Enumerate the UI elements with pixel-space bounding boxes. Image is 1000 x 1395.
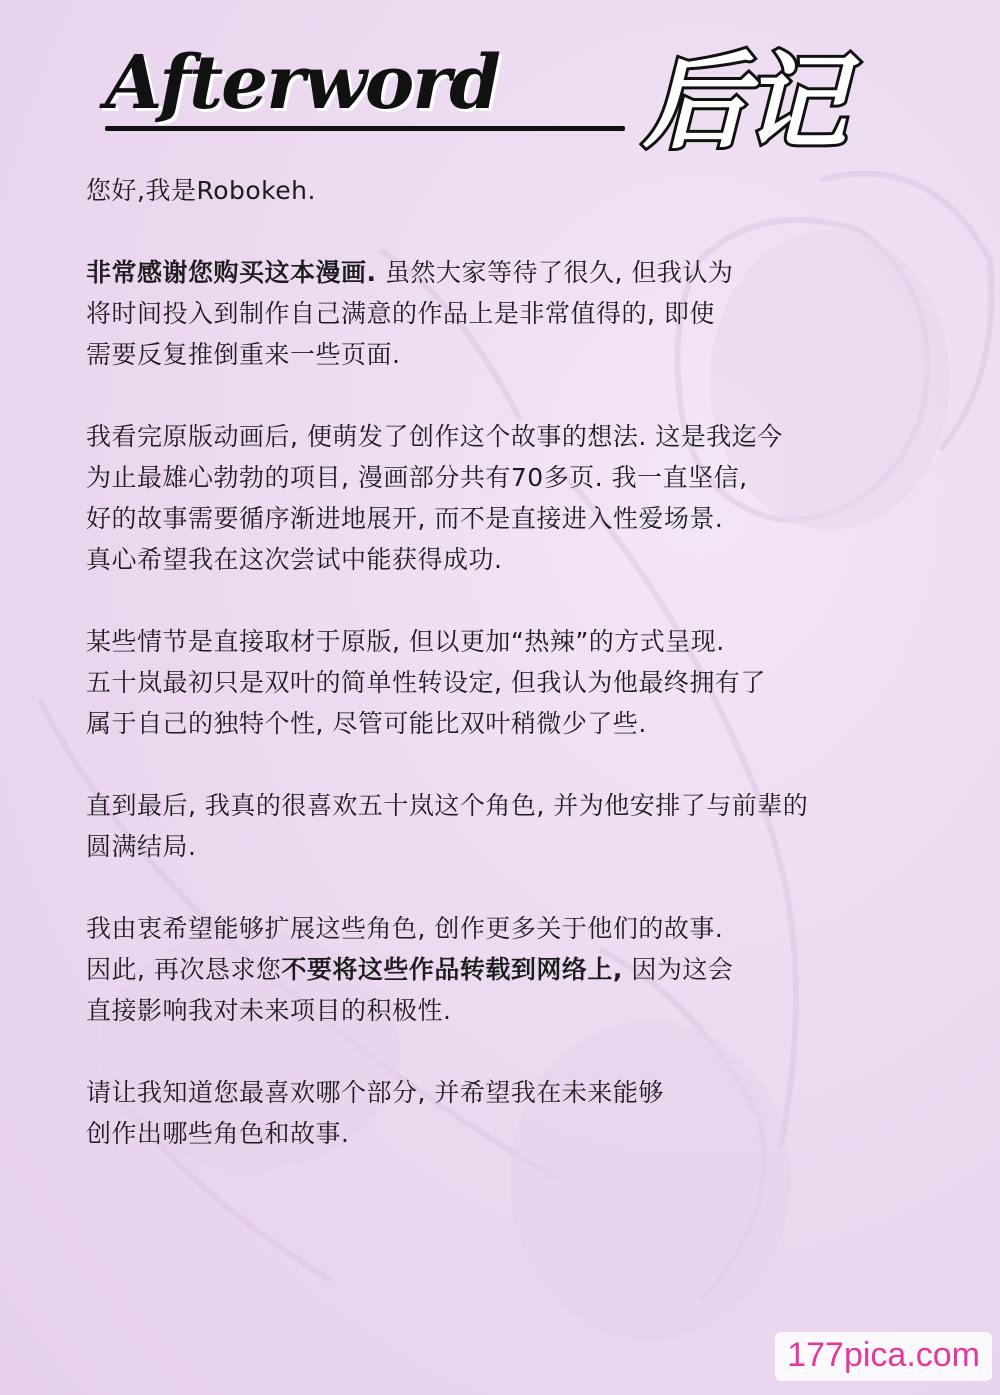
request-bold-text: 不要将这些作品转载到网络上, xyxy=(281,955,623,984)
title-english: Afterword xyxy=(105,40,499,126)
thanks-paragraph xyxy=(86,252,946,375)
character-paragraph: 某些情节是直接取材于原版, 但以更加“热辣”的方式呈现. 五十岚最初只是双叶的简单性转设定, 但我认为他最终拥有了 属于自己的独特个性, 尽管可能比双叶稍微少了些. xyxy=(86,627,766,738)
ending-paragraph: 直到最后, 我真的很喜欢五十岚这个角色, 并为他安排了与前辈的 圆满结局. xyxy=(86,791,809,861)
request-paragraph xyxy=(86,908,946,1031)
afterword-body xyxy=(86,170,946,1195)
thanks-text: 虽然大家等待了很久, 但我认为 将时间投入到制作自己满意的作品上是非常值得的, 即使 需要反复推倒重来一些页面. xyxy=(86,258,734,369)
greeting-paragraph: 您好,我是Robokeh. xyxy=(86,176,316,205)
title-block xyxy=(95,18,875,163)
title-underline xyxy=(105,126,625,131)
request-text-a: 我由衷希望能够扩展这些角色, 创作更多关于他们的故事. 因此, 再次恳求您 xyxy=(86,914,724,984)
site-watermark: 177pica.com xyxy=(775,1332,992,1381)
origin-paragraph: 我看完原版动画后, 便萌发了创作这个故事的想法. 这是我迄今 为止最雄心勃勃的项目, 漫画部分共有70多页. 我一直坚信, 好的故事需要循序渐进地展开, 而不是直接进入性爱场景. 真心希望我在这次尝试中能获得成功. xyxy=(86,422,783,574)
thanks-bold-text: 非常感谢您购买这本漫画. xyxy=(86,258,377,287)
title-chinese: 后记 xyxy=(643,41,844,163)
feedback-paragraph: 请让我知道您最喜欢哪个部分, 并希望我在未来能够 创作出哪些角色和故事. xyxy=(86,1078,664,1148)
request-text-b: 因为这会 直接影响我对未来项目的积极性. xyxy=(86,955,734,1025)
